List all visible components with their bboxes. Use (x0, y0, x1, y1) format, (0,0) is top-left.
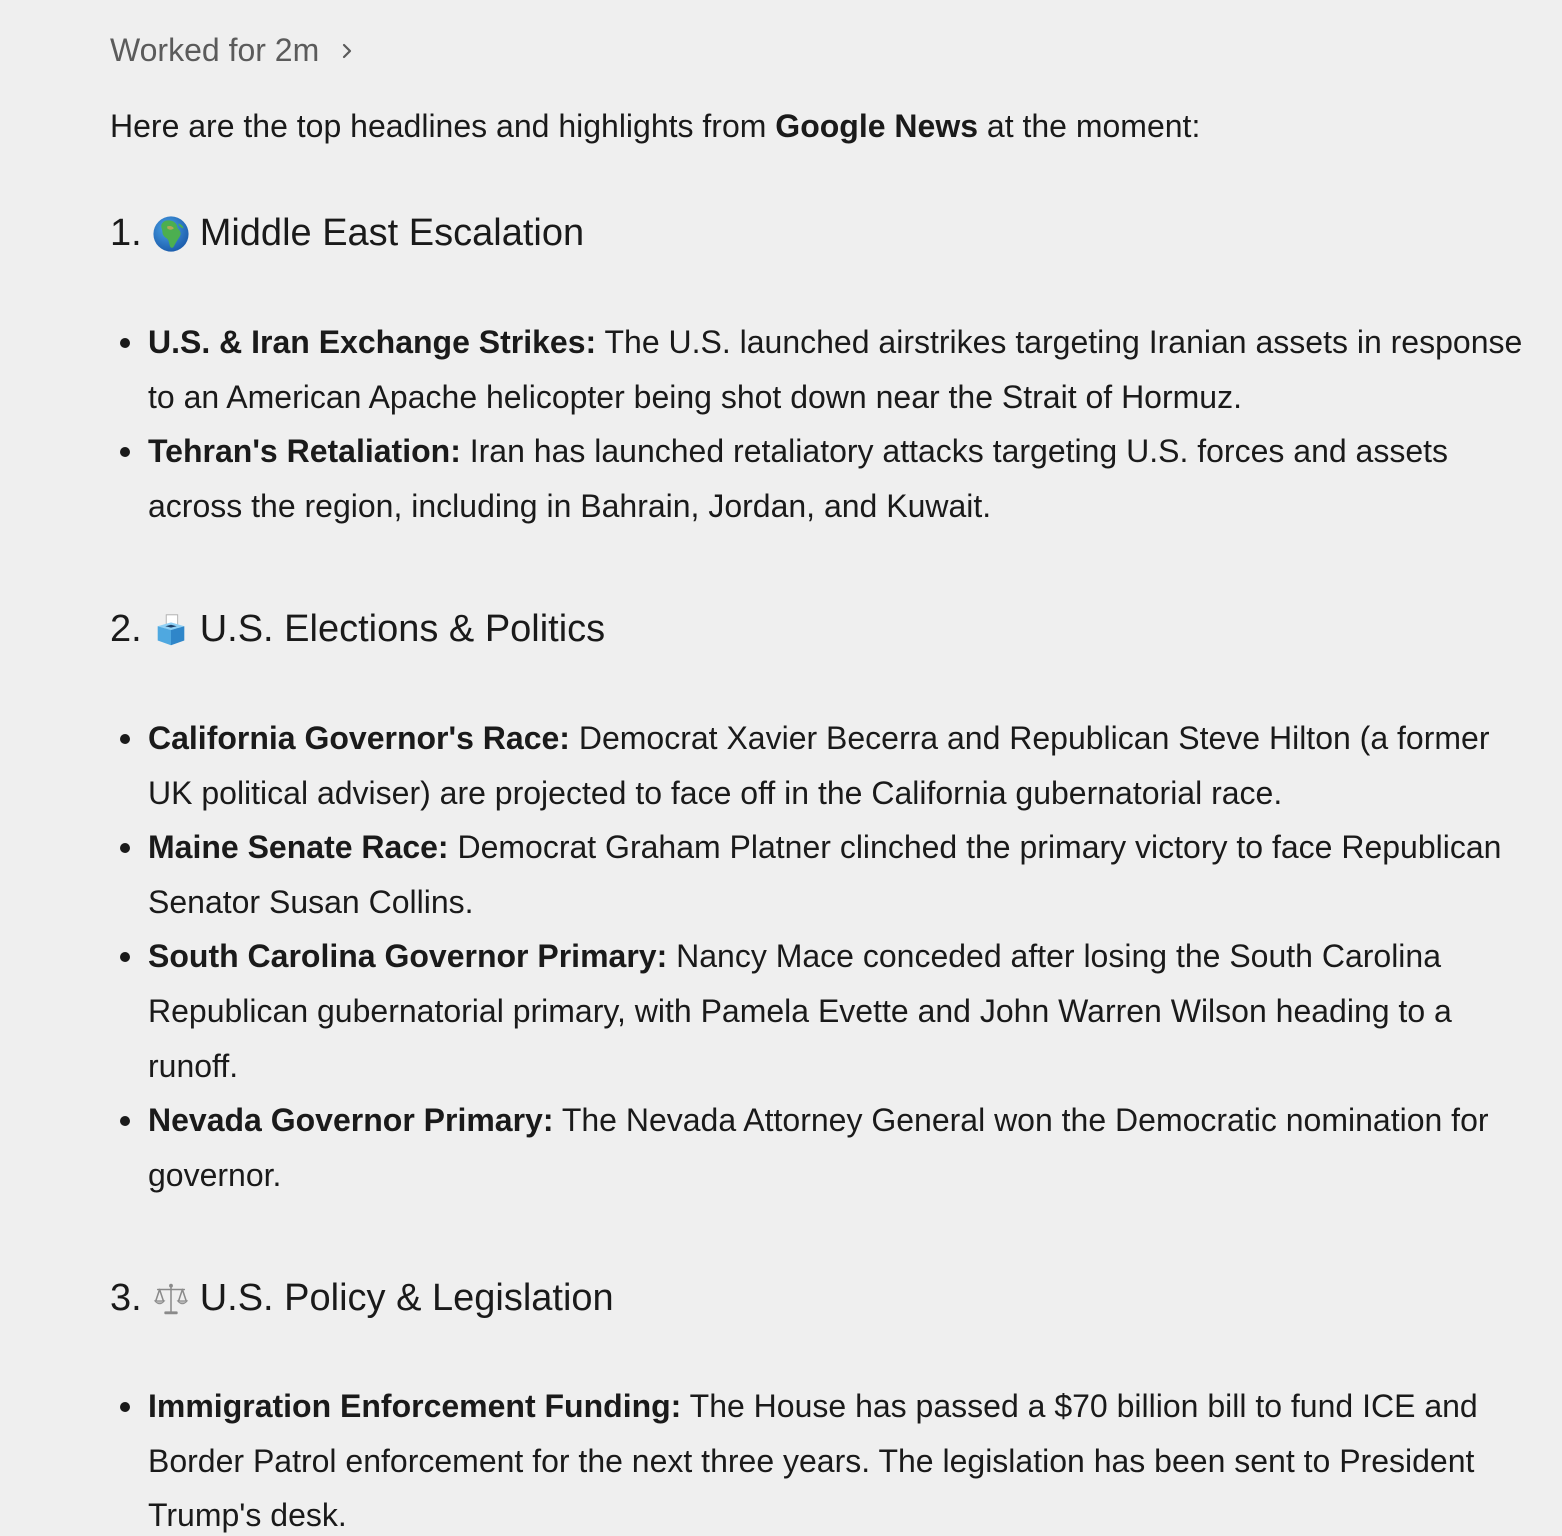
chevron-right-icon (339, 40, 355, 62)
list-item (110, 315, 1530, 424)
list-item (110, 929, 1530, 1093)
list-item (110, 1093, 1530, 1202)
item-title: South Carolina Governor Primary: (148, 938, 668, 975)
item-title: Nevada Governor Primary: (148, 1102, 554, 1139)
item-text: The House has passed a $70 billion bill to fund ICE and Border Patrol enforcement for the next three years. The legislation has been sent to President Trump's desk. (148, 1388, 1478, 1534)
section-list-middle-east (110, 315, 1530, 533)
item-text: Nancy Mace conceded after losing the South Carolina Republican gubernatorial primary, with Pamela Evette and John Warren Wilson heading to a runoff. (148, 938, 1452, 1084)
worked-for-toggle[interactable] (110, 32, 355, 69)
item-text: The U.S. launched airstrikes targeting Iranian assets in response to an American Apache helicopter being shot down near the Strait of Hormuz. (148, 324, 1523, 415)
section-title: U.S. Policy & Legislation (199, 1277, 614, 1319)
section-title: U.S. Elections & Politics (199, 608, 606, 650)
section-number: 1. (110, 212, 142, 254)
item-title: U.S. & Iran Exchange Strikes: (148, 324, 597, 360)
section-title: Middle East Escalation (199, 212, 585, 254)
item-text: Iran has launched retaliatory attacks targeting U.S. forces and assets across the region, including in Bahrain, Jordan, and Kuwait. (148, 433, 1449, 524)
section-list-elections (110, 711, 1530, 1202)
item-title: Immigration Enforcement Funding: (148, 1388, 682, 1424)
section-number: 2. (110, 608, 142, 650)
list-item (110, 1379, 1530, 1536)
item-text: Democrat Graham Platner clinched the primary victory to face Republican Senator Susan Collins. (148, 829, 1502, 920)
section-number: 3. (110, 1277, 142, 1319)
section-heading-policy (110, 1277, 614, 1320)
item-text: The Nevada Attorney General won the Democratic nomination for governor. (148, 1102, 1489, 1193)
intro-paragraph (110, 108, 1200, 145)
worked-for-label: Worked for 2m (110, 32, 320, 68)
item-text: Democrat Xavier Becerra and Republican Steve Hilton (a former UK political adviser) are projected to face off in the California gubernatorial race. (148, 720, 1490, 811)
item-title: Maine Senate Race: (148, 829, 449, 866)
item-title: Tehran's Retaliation: (148, 433, 461, 470)
ballot-box-emoji (152, 611, 190, 649)
item-title: California Governor's Race: (148, 720, 570, 756)
list-item (110, 424, 1530, 533)
list-item (110, 711, 1530, 820)
intro-source-name: Google News (775, 108, 978, 144)
section-list-policy (110, 1379, 1530, 1536)
section-heading-middle-east (110, 212, 584, 255)
list-item (110, 820, 1530, 929)
intro-text-before: Here are the top headlines and highlights from (110, 108, 776, 144)
intro-text-after: at the moment: (978, 108, 1201, 144)
balance-scale-emoji (152, 1280, 190, 1318)
globe-africa-emoji (152, 215, 190, 253)
section-heading-elections (110, 608, 605, 651)
